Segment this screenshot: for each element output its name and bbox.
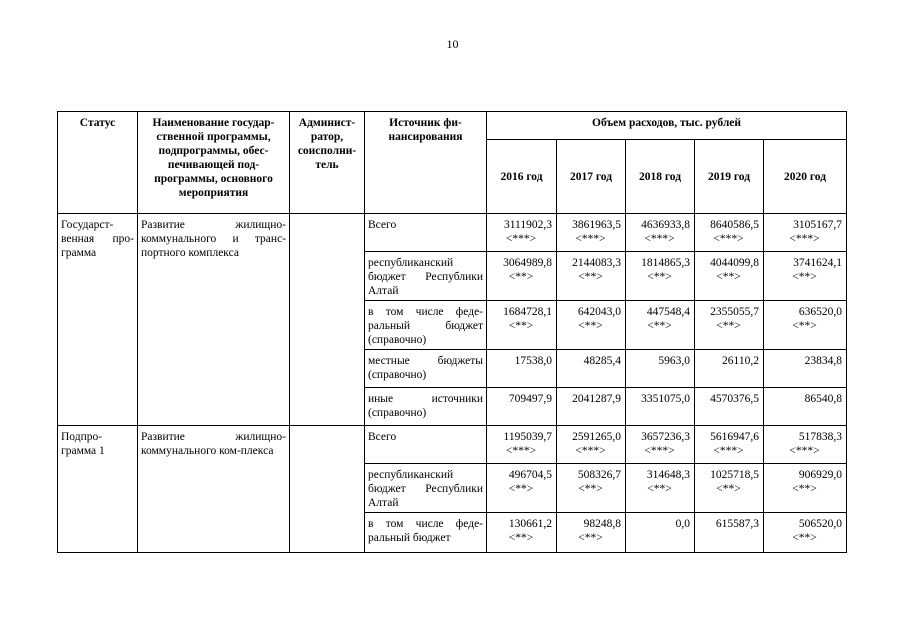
page-number: 10 xyxy=(446,37,459,51)
footnote-marker: <***> xyxy=(789,445,820,457)
expense-value-cell xyxy=(487,426,557,464)
program-name-cell: Развитие жилищно-коммунального ком-плекса xyxy=(138,426,290,553)
footnote-marker: <**> xyxy=(792,320,817,332)
expense-value: 314648,3 xyxy=(646,469,690,481)
expense-value: 86540,8 xyxy=(804,393,843,405)
footnote-marker: <**> xyxy=(508,532,534,544)
expenses-table xyxy=(57,111,847,553)
expense-value-cell xyxy=(487,464,557,513)
footnote-marker: <**> xyxy=(647,483,672,495)
expense-value: 48285,4 xyxy=(583,355,621,367)
expense-value-cell xyxy=(557,464,626,513)
expense-value-cell xyxy=(487,350,557,388)
expense-value: 3111902,3 xyxy=(503,219,552,231)
footnote-marker: <**> xyxy=(578,320,603,332)
expense-value: 2355055,7 xyxy=(710,306,759,318)
expense-value-cell xyxy=(487,252,557,301)
expense-value: 1195039,7 xyxy=(503,431,552,443)
header-year: 2019 год xyxy=(695,140,764,214)
expense-value-cell xyxy=(626,350,695,388)
expense-value-cell xyxy=(557,301,626,350)
expense-value-cell xyxy=(557,252,626,301)
table-body xyxy=(58,214,847,553)
expense-value: 447548,4 xyxy=(646,306,690,318)
expense-value: 709497,9 xyxy=(508,393,552,405)
expense-value-cell xyxy=(764,252,847,301)
expense-value-cell xyxy=(695,214,764,252)
expense-value: 98248,8 xyxy=(583,518,621,530)
table-row xyxy=(58,426,847,464)
expense-value-cell xyxy=(764,464,847,513)
footnote-marker: <**> xyxy=(716,320,741,332)
expense-value-cell xyxy=(626,513,695,553)
footnote-marker: <**> xyxy=(716,271,741,283)
expense-value-cell xyxy=(764,513,847,553)
header-expenses: Объем расходов, тыс. рублей xyxy=(487,112,847,140)
expense-value-cell xyxy=(557,426,626,464)
header-funding-source: Источник фи-нансирования xyxy=(365,112,487,214)
expense-value: 3351075,0 xyxy=(641,393,690,405)
administrator-cell xyxy=(290,426,365,553)
funding-source-cell: в том числе феде-ральный бюджет xyxy=(365,513,487,553)
expense-value-cell xyxy=(626,214,695,252)
funding-source-cell: местные бюджеты (справочно) xyxy=(365,350,487,388)
expense-value: 1814865,3 xyxy=(641,257,690,269)
footnote-marker: <**> xyxy=(508,320,534,332)
expense-value: 4044099,8 xyxy=(710,257,759,269)
expense-value: 4570376,5 xyxy=(710,393,759,405)
expense-value: 8640586,5 xyxy=(710,219,759,231)
expense-value: 130661,2 xyxy=(508,518,552,530)
expense-value: 2591265,0 xyxy=(572,431,621,443)
footnote-marker: <***> xyxy=(505,445,537,457)
expense-value-cell xyxy=(557,350,626,388)
footnote-marker: <***> xyxy=(713,233,744,245)
expense-value: 615587,3 xyxy=(715,518,759,530)
expense-value-cell xyxy=(695,464,764,513)
expense-value-cell xyxy=(764,214,847,252)
expense-value: 17538,0 xyxy=(514,355,552,367)
header-status: Статус xyxy=(58,112,138,214)
expense-value-cell xyxy=(557,214,626,252)
status-cell: Государст-венная про-грамма xyxy=(58,214,138,426)
funding-source-cell: Всего xyxy=(365,214,487,252)
expense-value: 2041287,9 xyxy=(572,393,621,405)
expense-value: 26110,2 xyxy=(722,355,759,367)
footnote-marker: <***> xyxy=(505,233,537,245)
footnote-marker: <***> xyxy=(575,445,606,457)
footnote-marker: <**> xyxy=(792,532,817,544)
header-year: 2020 год xyxy=(764,140,847,214)
footnote-marker: <**> xyxy=(508,271,534,283)
expense-value-cell xyxy=(487,388,557,426)
expense-value-cell xyxy=(626,388,695,426)
expense-value: 2144083,3 xyxy=(572,257,621,269)
expense-value: 4636933,8 xyxy=(641,219,690,231)
expense-value: 508326,7 xyxy=(577,469,621,481)
table-row xyxy=(58,214,847,252)
expense-value-cell xyxy=(487,513,557,553)
footnote-marker: <**> xyxy=(578,271,603,283)
expense-value: 642043,0 xyxy=(577,306,621,318)
footnote-marker: <***> xyxy=(789,233,820,245)
expense-value: 3064989,8 xyxy=(503,257,552,269)
expense-value: 3741624,1 xyxy=(793,257,843,269)
expense-value-cell xyxy=(764,301,847,350)
expense-value-cell xyxy=(557,513,626,553)
administrator-cell xyxy=(290,214,365,426)
footnote-marker: <**> xyxy=(792,483,817,495)
expense-value-cell xyxy=(626,252,695,301)
footnote-marker: <***> xyxy=(575,233,606,245)
expense-value: 5963,0 xyxy=(658,355,690,367)
footnote-marker: <***> xyxy=(644,445,675,457)
expense-value: 506520,0 xyxy=(798,518,843,530)
expense-value: 3657236,3 xyxy=(641,431,690,443)
footnote-marker: <**> xyxy=(578,532,603,544)
expense-value-cell xyxy=(695,350,764,388)
expense-value-cell xyxy=(626,426,695,464)
expense-value: 517838,3 xyxy=(798,431,843,443)
footnote-marker: <***> xyxy=(644,233,675,245)
expense-value: 1025718,5 xyxy=(710,469,759,481)
expense-value: 23834,8 xyxy=(804,355,843,367)
header-year: 2016 год xyxy=(487,140,557,214)
expense-value: 636520,0 xyxy=(798,306,843,318)
funding-source-cell: республиканский бюджет Республики Алтай xyxy=(365,252,487,301)
footnote-marker: <**> xyxy=(578,483,603,495)
funding-source-cell: иные источники (справочно) xyxy=(365,388,487,426)
footnote-marker: <**> xyxy=(647,271,672,283)
expense-value-cell xyxy=(764,350,847,388)
footnote-marker: <**> xyxy=(792,271,817,283)
expense-value-cell xyxy=(695,426,764,464)
expense-value: 3861963,5 xyxy=(572,219,621,231)
expense-value: 496704,5 xyxy=(508,469,552,481)
expense-value: 0,0 xyxy=(675,518,690,530)
expense-value-cell xyxy=(626,301,695,350)
expense-value-cell xyxy=(695,252,764,301)
header-administrator: Админист-ратор, соисполни-тель xyxy=(290,112,365,214)
expense-value-cell xyxy=(695,513,764,553)
expense-value-cell xyxy=(764,426,847,464)
expense-value-cell xyxy=(487,214,557,252)
expense-value-cell xyxy=(626,464,695,513)
footnote-marker: <**> xyxy=(716,483,741,495)
program-name-cell: Развитие жилищно-коммунального и транс-портного комплекса xyxy=(138,214,290,426)
expense-value-cell xyxy=(764,388,847,426)
funding-source-cell: Всего xyxy=(365,426,487,464)
expense-value: 5616947,6 xyxy=(710,431,759,443)
header-program-name: Наименование государ-ственной программы, подпрограммы, обес-печивающей под-программы, основного мероприятия xyxy=(138,112,290,214)
funding-source-cell: республиканский бюджет Республики Алтай xyxy=(365,464,487,513)
expense-value-cell xyxy=(695,301,764,350)
expense-value: 906929,0 xyxy=(798,469,843,481)
header-year: 2017 год xyxy=(557,140,626,214)
expense-value: 3105167,7 xyxy=(793,219,843,231)
expense-value-cell xyxy=(695,388,764,426)
status-cell: Подпро-грамма 1 xyxy=(58,426,138,553)
funding-source-cell: в том числе феде-ральный бюджет (справочно) xyxy=(365,301,487,350)
header-year: 2018 год xyxy=(626,140,695,214)
expense-value-cell xyxy=(557,388,626,426)
expense-value: 1684728,1 xyxy=(503,306,552,318)
footnote-marker: <***> xyxy=(713,445,744,457)
footnote-marker: <**> xyxy=(647,320,672,332)
expense-value-cell xyxy=(487,301,557,350)
footnote-marker: <**> xyxy=(508,483,534,495)
